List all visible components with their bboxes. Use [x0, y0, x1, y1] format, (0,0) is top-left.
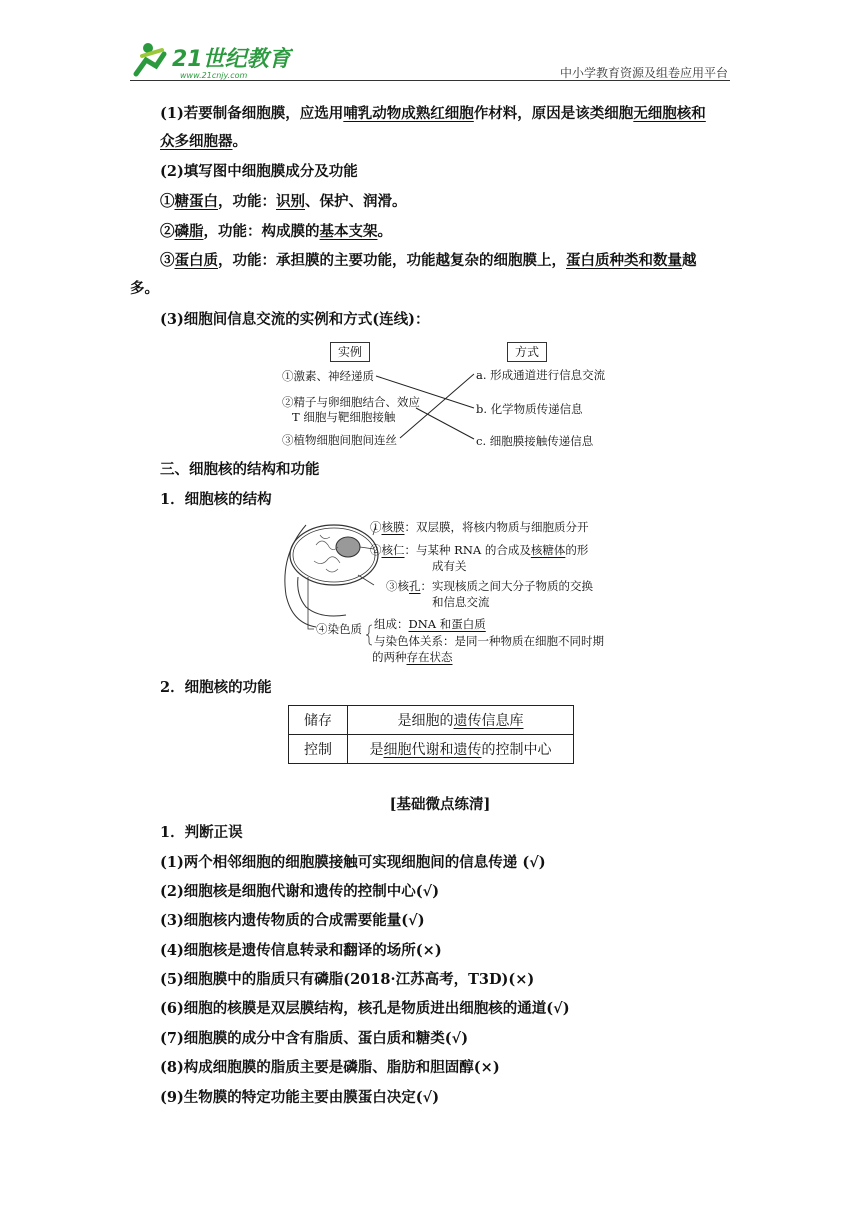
para-4: ②磷脂，功能：构成膜的基本支架。 [160, 223, 392, 240]
para-1-cont: 众多细胞器。 [160, 133, 247, 150]
method-a: a. 形成通道进行信息交流 [476, 368, 606, 382]
practice-item-7: (7)细胞膜的成分中含有脂质、蛋白质和糖类(√) [160, 1030, 469, 1047]
nucleus-function-table [288, 705, 574, 764]
platform-name: 中小学教育资源及组卷应用平台 [559, 66, 728, 80]
para-3: ①糖蛋白，功能：识别、保护、润滑。 [160, 193, 407, 210]
example-1: ①激素、神经递质 [282, 369, 374, 383]
section-3-sub-1: 1．细胞核的结构 [160, 491, 272, 508]
method-c: c. 细胞膜接触传递信息 [476, 434, 594, 448]
header-rule [130, 80, 730, 81]
chromatin-relation: 与染色体关系：是同一种物质在细胞不同时期 [374, 634, 604, 648]
match-lines [278, 340, 613, 452]
para-5: ③蛋白质，功能：承担膜的主要功能，功能越复杂的细胞膜上，蛋白质种类和数量越 [160, 252, 697, 269]
table-cell-key: 控制 [289, 735, 348, 764]
table-row [289, 706, 574, 735]
left-header: 实例 [330, 342, 370, 362]
practice-item-9: (9)生物膜的特定功能主要由膜蛋白决定(√) [160, 1089, 440, 1106]
practice-item-2: (2)细胞核是细胞代谢和遗传的控制中心(√) [160, 883, 440, 900]
chromatin-relation-cont: 的两种存在状态 [372, 650, 453, 664]
method-b: b. 化学物质传递信息 [476, 402, 583, 416]
example-3: ③植物细胞间胞间连丝 [282, 433, 397, 447]
nucleus-envelope-label: ①核膜：双层膜，将核内物质与细胞质分开 [370, 520, 589, 534]
para-6: (3)细胞间信息交流的实例和方式(连线)： [160, 311, 430, 328]
nucleolus-label-cont: 成有关 [432, 559, 467, 573]
example-2: ②精子与卵细胞结合、效应 [282, 395, 420, 409]
para-1: (1)若要制备细胞膜，应选用哺乳动物成熟红细胞作材料，原因是该类细胞无细胞核和 [160, 105, 706, 122]
table-row [289, 735, 574, 764]
section-3-sub-2: 2．细胞核的功能 [160, 679, 272, 696]
para-5-cont: 多。 [130, 280, 159, 297]
logo-url: www.21cnjy.com [180, 71, 248, 80]
logo-text: 21世纪教育 [172, 47, 291, 72]
practice-item-1: (1)两个相邻细胞的细胞膜接触可实现细胞间的信息传递 (√) [160, 854, 546, 871]
nuclear-pore-label: ③核孔：实现核质之间大分子物质的交换 [386, 579, 593, 593]
section-3-title: 三、细胞核的结构和功能 [160, 461, 320, 478]
logo [128, 38, 293, 82]
chromatin-label: ④染色质 [316, 622, 362, 636]
matching-figure [278, 340, 613, 452]
practice-item-3: (3)细胞核内遗传物质的合成需要能量(√) [160, 912, 425, 929]
practice-item-4: (4)细胞核是遗传信息转录和翻译的场所(×) [160, 942, 442, 959]
example-2-cont: T 细胞与靶细胞接触 [292, 410, 396, 424]
practice-item-5: (5)细胞膜中的脂质只有磷脂(2018·江苏高考，T3D)(×) [160, 971, 535, 988]
practice-item-8: (8)构成细胞膜的脂质主要是磷脂、脂肪和胆固醇(×) [160, 1059, 500, 1076]
table-cell-value: 是细胞代谢和遗传的控制中心 [348, 735, 574, 764]
nucleus-figure [276, 515, 616, 667]
para-2: (2)填写图中细胞膜成分及功能 [160, 163, 358, 180]
table-cell-key: 储存 [289, 706, 348, 735]
table-cell-value: 是细胞的遗传信息库 [348, 706, 574, 735]
practice-item-6: (6)细胞的核膜是双层膜结构，核孔是物质进出细胞核的通道(√) [160, 1000, 570, 1017]
practice-title: [基础微点练清] [389, 796, 491, 813]
chromatin-composition: 组成：DNA 和蛋白质 [374, 617, 486, 631]
practice-sub: 1．判断正误 [160, 824, 243, 841]
right-header: 方式 [507, 342, 547, 362]
nucleolus-label: ②核仁：与某种 RNA 的合成及核糖体的形 [370, 543, 589, 557]
nuclear-pore-label-cont: 和信息交流 [432, 595, 490, 609]
